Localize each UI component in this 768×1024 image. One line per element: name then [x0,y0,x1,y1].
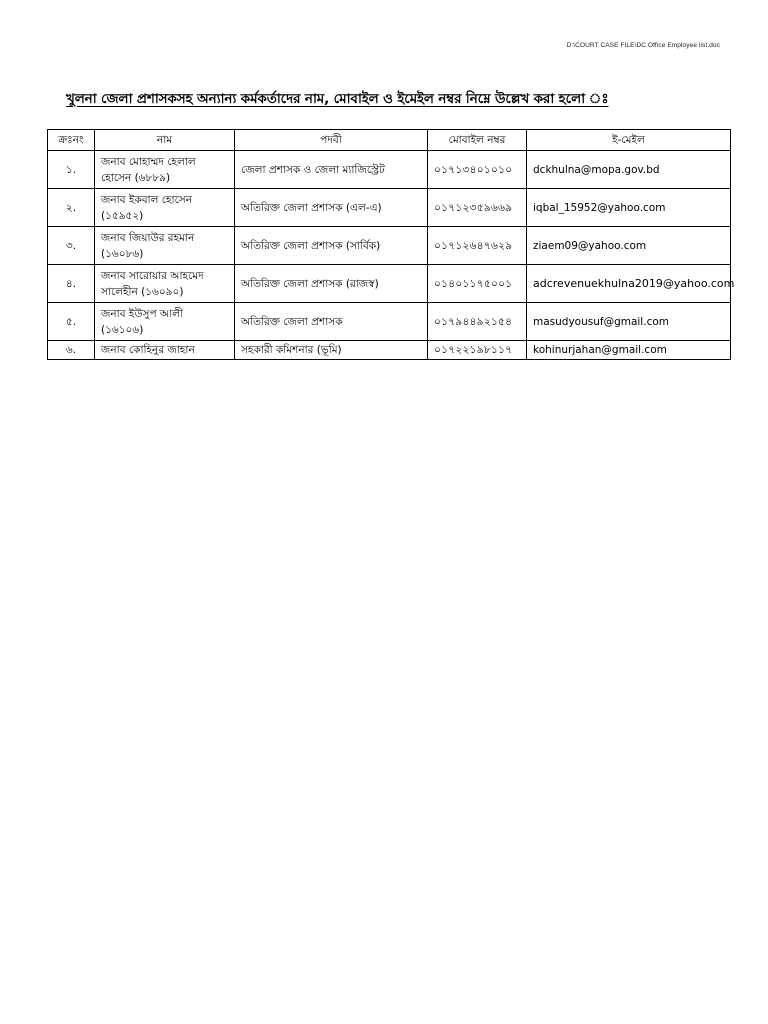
table-row [48,151,731,189]
email-cell: iqbal_15952@yahoo.com [527,189,731,227]
email-cell: ziaem09@yahoo.com [527,227,731,265]
designation-cell: সহকারী কমিশনার (ভূমি) [235,341,428,360]
document-title: খুলনা জেলা প্রশাসকসহ অন্যান্য কর্মকর্তাদের নাম, মোবাইল ও ইমেইল নম্বর নিম্নে উল্লেখ করা হলো ঃ [66,91,609,107]
designation-cell: অতিরিক্ত জেলা প্রশাসক (রাজস্ব) [235,265,428,303]
serial-cell: ৬. [48,341,95,360]
mobile-cell: ০১৪০১১৭৫০০১ [428,265,527,303]
officers-table [47,129,735,360]
serial-cell: ৩. [48,227,95,265]
designation-cell: অতিরিক্ত জেলা প্রশাসক (এল-এ) [235,189,428,227]
name-cell: জনাব ইকবাল হোসেন (১৫৯৫২) [95,189,235,227]
email-cell: masudyousuf@gmail.com [527,303,731,341]
name-cell: জনাব ইউসুপ আলী (১৬১০৬) [95,303,235,341]
table-row [48,227,731,265]
column-header-serial: ক্রঃনং [48,130,95,151]
column-header-mobile: মোবাইল নম্বর [428,130,527,151]
serial-cell: ৪. [48,265,95,303]
designation-cell: অতিরিক্ত জেলা প্রশাসক [235,303,428,341]
table-row [48,341,731,360]
column-header-designation: পদবী [235,130,428,151]
file-path-header: D:\COURT CASE FILE\DC Office Employee list.doc [566,42,720,49]
mobile-cell: ০১৭১২৩৫৯৬৬৯ [428,189,527,227]
name-cell: জনাব কোহিনুর জাহান [95,341,235,360]
email-cell: kohinurjahan@gmail.com [527,341,731,360]
table-row [48,303,731,341]
column-header-name: নাম [95,130,235,151]
mobile-cell: ০১৭৯৪৪৯২১৫৪ [428,303,527,341]
email-cell: dckhulna@mopa.gov.bd [527,151,731,189]
serial-cell: ৫. [48,303,95,341]
name-cell: জনাব মোহাম্মদ হেলাল হোসেন (৬৮৮৯) [95,151,235,189]
designation-cell: জেলা প্রশাসক ও জেলা ম্যাজিস্ট্রেট [235,151,428,189]
table-row [48,265,731,303]
table-row [48,189,731,227]
serial-cell: ২. [48,189,95,227]
serial-cell: ১. [48,151,95,189]
mobile-cell: ০১৭১২৬৪৭৬২৯ [428,227,527,265]
email-cell: adcrevenuekhulna2019@yahoo.com [527,265,731,303]
column-header-email: ই-মেইল [527,130,731,151]
table-header-row [48,130,731,151]
name-cell: জনাব জিয়াউর রহমান (১৬০৮৬) [95,227,235,265]
designation-cell: অতিরিক্ত জেলা প্রশাসক (সার্বিক) [235,227,428,265]
mobile-cell: ০১৭২২১৯৮১১৭ [428,341,527,360]
mobile-cell: ০১৭১৩৪০১০১০ [428,151,527,189]
name-cell: জনাব সারোয়ার আহমেদ সালেহীন (১৬০৯০) [95,265,235,303]
